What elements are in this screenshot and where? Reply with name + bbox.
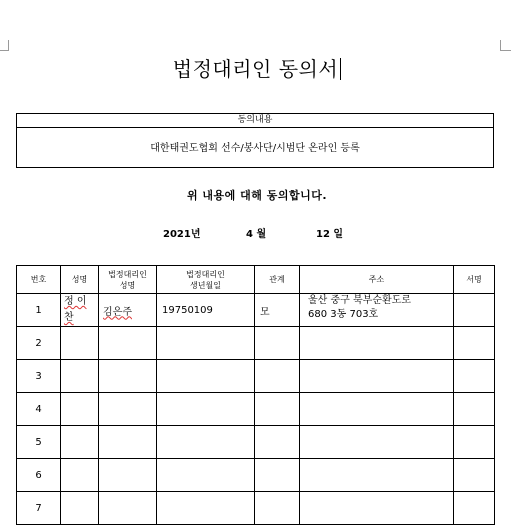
row-address[interactable] <box>300 426 454 459</box>
row-guardian-birth[interactable] <box>157 393 255 426</box>
row-name[interactable] <box>61 327 99 360</box>
row-guardian-name[interactable] <box>99 393 157 426</box>
header-guardian-birth: 법정대리인 생년월일 <box>157 266 255 294</box>
date-year: 2021년 <box>163 229 201 240</box>
header-name: 성명 <box>61 266 99 294</box>
agreement-statement: 위 내용에 대해 동의합니다. <box>186 189 328 202</box>
row-address[interactable] <box>300 459 454 492</box>
row-guardian-birth[interactable] <box>157 360 255 393</box>
row-guardian-birth[interactable] <box>157 459 255 492</box>
row-signature[interactable] <box>454 294 495 327</box>
page-margin-corner-right <box>500 40 511 51</box>
row-name[interactable] <box>61 426 99 459</box>
row-address[interactable] <box>300 393 454 426</box>
table-header-row <box>17 266 495 294</box>
row-signature[interactable] <box>454 426 495 459</box>
row-address[interactable] <box>300 360 454 393</box>
document-title-text: 법정대리인 동의서 <box>172 57 339 81</box>
row-name[interactable] <box>61 393 99 426</box>
row-signature[interactable] <box>454 360 495 393</box>
row-name[interactable] <box>61 459 99 492</box>
table-row <box>17 393 495 426</box>
row-number[interactable]: 2 <box>17 327 61 360</box>
row-relation[interactable] <box>255 426 300 459</box>
row-name[interactable] <box>61 492 99 525</box>
row-relation[interactable]: 모 <box>255 294 300 327</box>
row-number[interactable]: 7 <box>17 492 61 525</box>
row-signature[interactable] <box>454 459 495 492</box>
row-address[interactable] <box>300 327 454 360</box>
date-month: 4 월 <box>246 229 267 240</box>
row-relation[interactable] <box>255 459 300 492</box>
row-guardian-birth[interactable] <box>157 327 255 360</box>
row-signature[interactable] <box>454 327 495 360</box>
row-guardian-birth[interactable] <box>157 426 255 459</box>
row-name[interactable]: 정 이 찬 <box>61 294 99 327</box>
table-row <box>17 360 495 393</box>
row-relation[interactable] <box>255 492 300 525</box>
table-row <box>17 327 495 360</box>
header-number: 번호 <box>17 266 61 294</box>
consent-content-box <box>16 113 494 168</box>
row-number[interactable]: 3 <box>17 360 61 393</box>
row-number[interactable]: 6 <box>17 459 61 492</box>
row-guardian-birth[interactable] <box>157 492 255 525</box>
row-guardian-name[interactable]: 김은주 <box>99 294 157 327</box>
guardian-table <box>16 265 495 525</box>
table-row <box>17 492 495 525</box>
row-number[interactable]: 1 <box>17 294 61 327</box>
row-guardian-name[interactable] <box>99 327 157 360</box>
header-address: 주소 <box>300 266 454 294</box>
row-relation[interactable] <box>255 327 300 360</box>
page-margin-corner-left <box>0 40 9 51</box>
header-signature: 서명 <box>454 266 495 294</box>
row-name[interactable] <box>61 360 99 393</box>
row-guardian-name[interactable] <box>99 426 157 459</box>
row-signature[interactable] <box>454 393 495 426</box>
text-cursor <box>340 58 341 80</box>
consent-content-header: 동의내용 <box>17 114 493 128</box>
header-relation: 관계 <box>255 266 300 294</box>
row-address[interactable]: 울산 중구 북부순환도로 680 3동 703호 <box>300 294 454 327</box>
table-row <box>17 459 495 492</box>
row-number[interactable]: 4 <box>17 393 61 426</box>
row-guardian-name[interactable] <box>99 360 157 393</box>
row-guardian-name[interactable] <box>99 492 157 525</box>
row-relation[interactable] <box>255 360 300 393</box>
table-row <box>17 426 495 459</box>
row-guardian-birth[interactable]: 19750109 <box>157 294 255 327</box>
row-guardian-name[interactable] <box>99 459 157 492</box>
row-address[interactable] <box>300 492 454 525</box>
row-signature[interactable] <box>454 492 495 525</box>
date-day: 12 일 <box>316 229 344 240</box>
row-relation[interactable] <box>255 393 300 426</box>
document-title[interactable] <box>0 53 514 82</box>
header-guardian-name: 법정대리인 성명 <box>99 266 157 294</box>
table-row <box>17 294 495 327</box>
row-number[interactable]: 5 <box>17 426 61 459</box>
consent-content-body: 대한태권도협회 선수/봉사단/시범단 온라인 등록 <box>150 143 360 154</box>
